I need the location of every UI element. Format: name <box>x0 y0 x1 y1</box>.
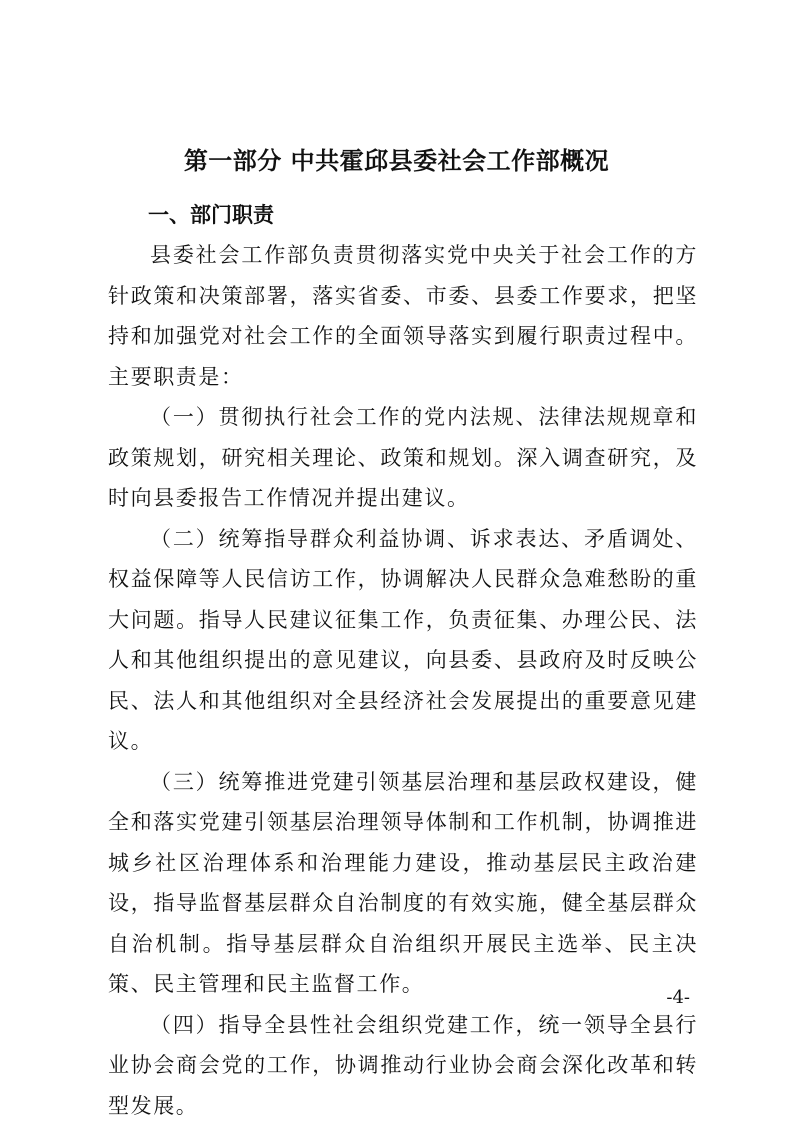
page-number: -4- <box>630 986 690 1010</box>
paragraph-duty-3: （三）统筹推进党建引领基层治理和基层政权建设，健全和落实党建引领基层治理领导体制和工作机制，协调推进城乡社区治理体系和治理能力建设，推动基层民主政治建设，指导监督基层群众自治制度的有效实施，健全基层群众自治机制。指导基层群众自治组织开展民主选举、民主决策、民主管理和民主监督工作。 <box>108 762 698 1005</box>
paragraph-duty-2: （二）统筹指导群众利益协调、诉求表达、矛盾调处、权益保障等人民信访工作，协调解决人民群众急难愁盼的重大问题。指导人民建议征集工作，负责征集、办理公民、法人和其他组织提出的意见建议，向县委、县政府及时反映公民、法人和其他组织对全县经济社会发展提出的重要意见建议。 <box>108 519 698 762</box>
body-text <box>108 235 698 1126</box>
paragraph-duty-4: （四）指导全县性社会组织党建工作，统一领导全县行业协会商会党的工作，协调推动行业协会商会深化改革和转型发展。 <box>108 1005 698 1126</box>
document-title: 第一部分 中共霍邱县委社会工作部概况 <box>0 145 793 177</box>
section-heading: 一、部门职责 <box>148 201 274 229</box>
paragraph-intro: 县委社会工作部负责贯彻落实党中央关于社会工作的方针政策和决策部署，落实省委、市委、县委工作要求，把坚持和加强党对社会工作的全面领导落实到履行职责过程中。主要职责是： <box>108 235 698 397</box>
paragraph-duty-1: （一）贯彻执行社会工作的党内法规、法律法规规章和政策规划，研究相关理论、政策和规划。深入调查研究，及时向县委报告工作情况并提出建议。 <box>108 397 698 519</box>
